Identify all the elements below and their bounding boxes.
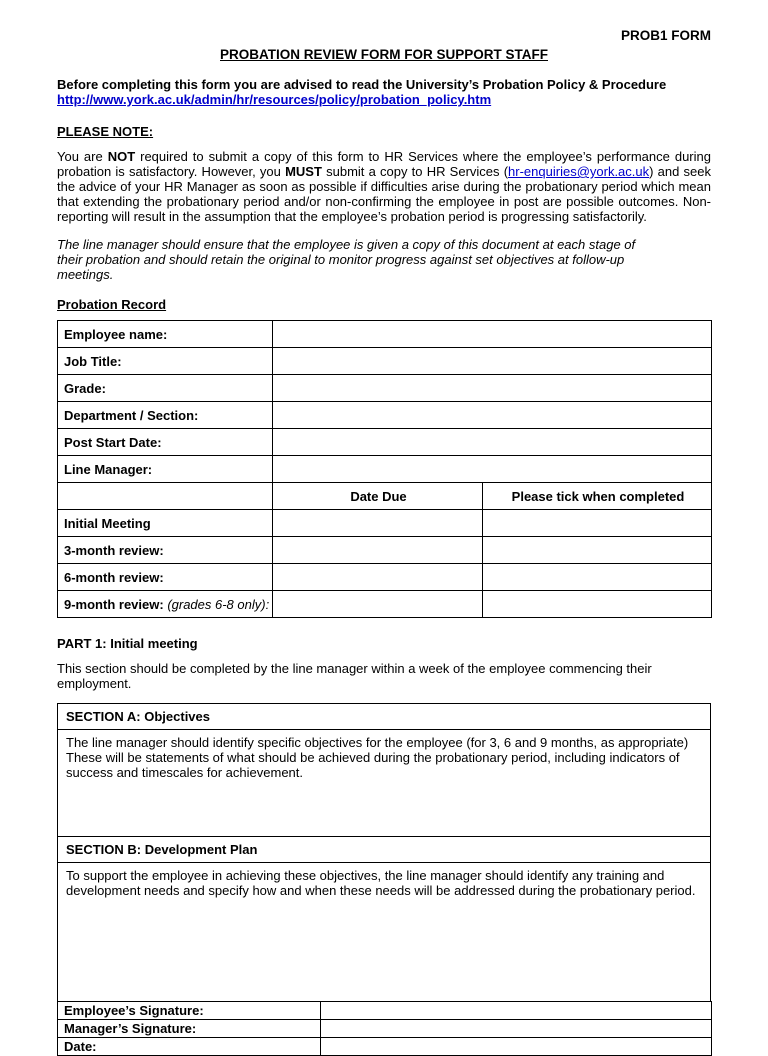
table-row xyxy=(58,564,712,591)
tick-cell-6-month xyxy=(483,564,712,591)
page-title: PROBATION REVIEW FORM FOR SUPPORT STAFF xyxy=(220,47,548,62)
review-label-3-month: 3-month review: xyxy=(58,537,273,564)
review-label-6-month: 6-month review: xyxy=(58,564,273,591)
policy-link[interactable]: http://www.york.ac.uk/admin/hr/resources/policy/probation_policy.htm xyxy=(57,92,492,107)
table-row xyxy=(58,375,712,402)
note-bold-not: NOT xyxy=(107,149,136,164)
section-b-heading: SECTION B: Development Plan xyxy=(58,837,711,863)
field-label-job-title: Job Title: xyxy=(58,348,273,375)
value-cell-post-start-date xyxy=(273,429,712,456)
table-row xyxy=(58,429,712,456)
table-row xyxy=(58,863,711,1002)
line-manager-note: The line manager should ensure that the employee is given a copy of this document at each stage of their probation and should retain the original to monitor progress against set objectives at follow-up meetings. xyxy=(57,237,636,282)
field-label-line-manager: Line Manager: xyxy=(58,456,273,483)
probation-record-heading: Probation Record xyxy=(57,297,167,312)
table-row xyxy=(58,456,712,483)
part1-description: This section should be completed by the line manager within a week of the employee commencing their employment. xyxy=(57,661,652,691)
section-a-body-cell xyxy=(58,730,711,837)
hr-email-link[interactable]: hr-enquiries@york.ac.uk xyxy=(508,164,650,179)
field-label-employee-name: Employee name: xyxy=(58,321,273,348)
review-label-9-month-note: (grades 6-8 only): xyxy=(167,596,270,612)
manager-signature-label: Manager’s Signature: xyxy=(58,1020,321,1038)
tick-cell-9-month xyxy=(483,591,712,618)
section-b-body-text: To support the employee in achieving these objectives, the line manager should identify any training and development needs and specify how and when these needs will be addressed during the probationary period. xyxy=(66,868,696,898)
table-row xyxy=(58,730,711,837)
value-cell-department xyxy=(273,402,712,429)
field-label-post-start-date: Post Start Date: xyxy=(58,429,273,456)
probation-record-table xyxy=(57,320,712,618)
review-label-initial-meeting: Initial Meeting xyxy=(58,510,273,537)
manager-signature-cell xyxy=(321,1020,712,1038)
advisory-bold-text: Before completing this form you are advised to read the University’s Probation Policy & Procedure xyxy=(57,77,667,92)
note-text: ) and seek the advice of your HR Manager as soon as possible if difficulties arise during the probationary period which mean that extending the probationary period and/or non-confirming the employee in post are possible outcomes. Non-reporting will result in the assumption that the employee’s probation period is progressing satisfactorily. xyxy=(57,164,711,224)
table-header-row xyxy=(58,483,712,510)
note-paragraph xyxy=(57,149,711,224)
employee-signature-label: Employee’s Signature: xyxy=(58,1002,321,1020)
date-due-cell-3-month xyxy=(273,537,483,564)
sections-table xyxy=(57,703,711,1002)
table-row xyxy=(58,321,712,348)
table-row xyxy=(58,348,712,375)
table-row xyxy=(58,1020,712,1038)
value-cell-line-manager xyxy=(273,456,712,483)
table-row xyxy=(58,402,712,429)
table-row xyxy=(58,537,712,564)
tick-cell-3-month xyxy=(483,537,712,564)
value-cell-grade xyxy=(273,375,712,402)
value-cell-employee-name xyxy=(273,321,712,348)
field-label-department: Department / Section: xyxy=(58,402,273,429)
section-a-heading: SECTION A: Objectives xyxy=(58,704,711,730)
date-label: Date: xyxy=(58,1038,321,1056)
column-header-date-due: Date Due xyxy=(273,483,483,510)
table-row xyxy=(58,1038,712,1056)
advisory-text xyxy=(57,77,711,107)
column-header-tick: Please tick when completed xyxy=(483,483,712,510)
form-code: PROB1 FORM xyxy=(620,28,711,43)
date-due-cell-9-month xyxy=(273,591,483,618)
review-label-9-month-text: 9-month review: xyxy=(64,596,164,612)
note-text: You are xyxy=(57,149,108,164)
empty-header-cell xyxy=(58,483,273,510)
note-bold-must: MUST xyxy=(285,164,322,179)
employee-signature-cell xyxy=(321,1002,712,1020)
tick-cell-initial xyxy=(483,510,712,537)
part1-heading: PART 1: Initial meeting xyxy=(57,636,198,651)
date-due-cell-6-month xyxy=(273,564,483,591)
signature-table xyxy=(57,1001,712,1056)
table-row xyxy=(58,1002,712,1020)
note-text: required to submit a copy of this form to HR Services where the employee’s performance during probation is satisfactory. However, you xyxy=(57,149,711,179)
note-text: submit a copy to HR Services ( xyxy=(321,164,509,179)
table-row xyxy=(58,704,711,730)
section-a-body-text: The line manager should identify specific objectives for the employee (for 3, 6 and 9 months, as appropriate) These will be statements of what should be achieved during the probationary period, including indicators of success and timescales for achievement. xyxy=(66,735,689,780)
table-row xyxy=(58,591,712,618)
field-label-grade: Grade: xyxy=(58,375,273,402)
value-cell-job-title xyxy=(273,348,712,375)
section-b-body-cell xyxy=(58,863,711,1002)
please-note-heading: PLEASE NOTE: xyxy=(57,124,154,139)
date-due-cell-initial xyxy=(273,510,483,537)
table-row xyxy=(58,837,711,863)
review-label-9-month xyxy=(58,591,273,618)
date-cell xyxy=(321,1038,712,1056)
table-row xyxy=(58,510,712,537)
